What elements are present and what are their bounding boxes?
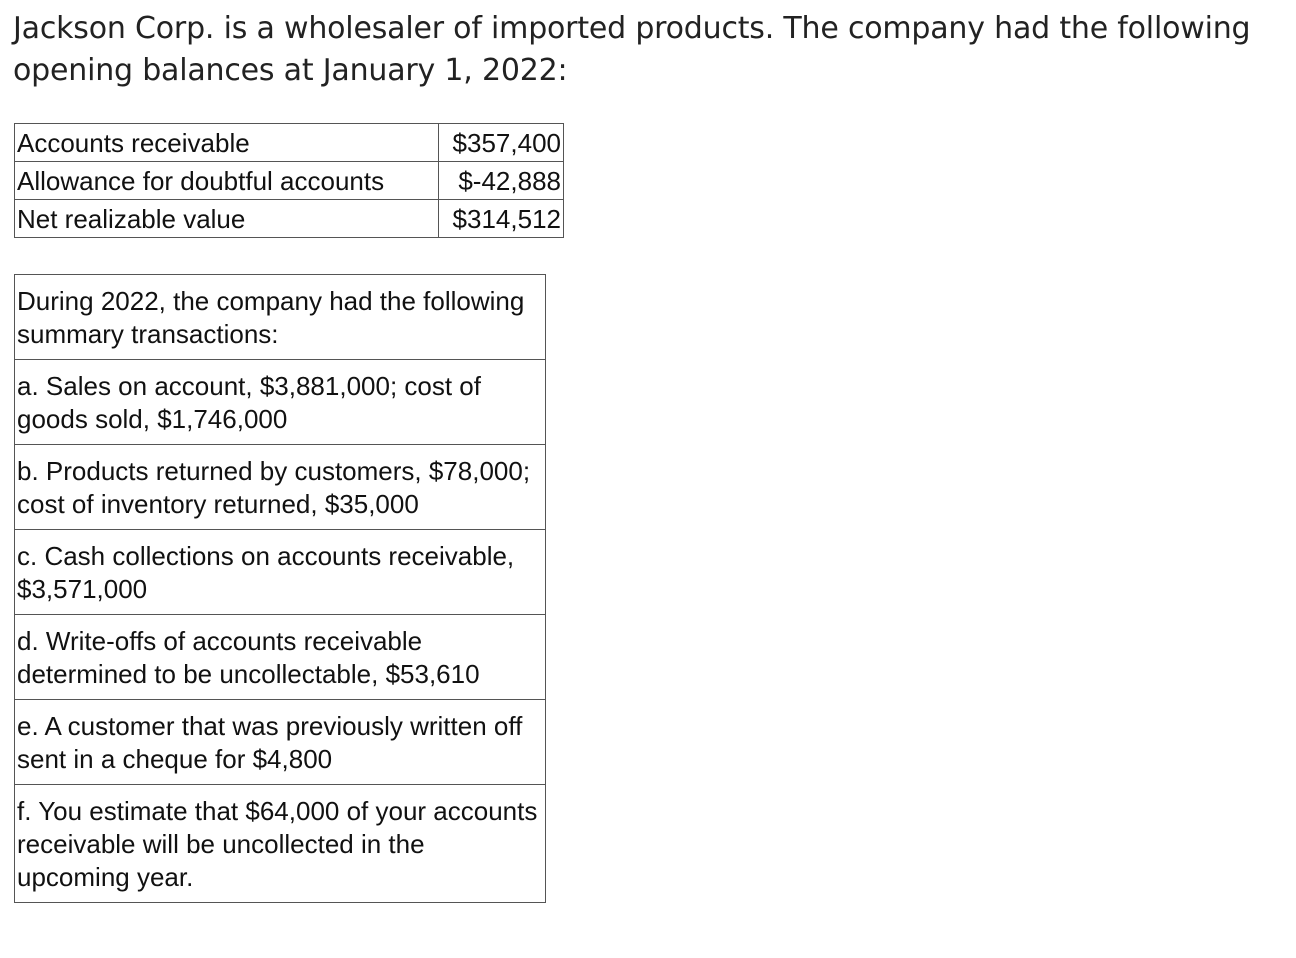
intro-paragraph: Jackson Corp. is a wholesaler of imported products. The company had the following opening balances at January 1, 2022:	[13, 11, 1251, 88]
table-row	[15, 445, 546, 530]
balance-label: Accounts receivable	[15, 124, 439, 162]
balance-label: Net realizable value	[15, 200, 439, 238]
table-row	[15, 700, 546, 785]
table-row	[15, 162, 564, 200]
transactions-table	[14, 274, 546, 903]
transaction-item-a: a. Sales on account, $3,881,000; cost of goods sold, $1,746,000	[15, 360, 546, 445]
balance-amount: $-42,888	[439, 162, 564, 200]
table-row	[15, 785, 546, 903]
balance-amount: $357,400	[439, 124, 564, 162]
balance-label: Allowance for doubtful accounts	[15, 162, 439, 200]
transaction-item-f: f. You estimate that $64,000 of your accounts receivable will be uncollected in the upcoming year.	[15, 785, 546, 903]
transaction-item-c: c. Cash collections on accounts receivable, $3,571,000	[15, 530, 546, 615]
transactions-header: During 2022, the company had the following summary transactions:	[15, 275, 546, 360]
table-row	[15, 530, 546, 615]
transaction-item-b: b. Products returned by customers, $78,000; cost of inventory returned, $35,000	[15, 445, 546, 530]
table-row	[15, 360, 546, 445]
table-row	[15, 275, 546, 360]
transaction-item-e: e. A customer that was previously written off sent in a cheque for $4,800	[15, 700, 546, 785]
balance-amount: $314,512	[439, 200, 564, 238]
table-row	[15, 200, 564, 238]
table-row	[15, 615, 546, 700]
table-row	[15, 124, 564, 162]
opening-balances-table	[14, 123, 564, 238]
transaction-item-d: d. Write-offs of accounts receivable determined to be uncollectable, $53,610	[15, 615, 546, 700]
